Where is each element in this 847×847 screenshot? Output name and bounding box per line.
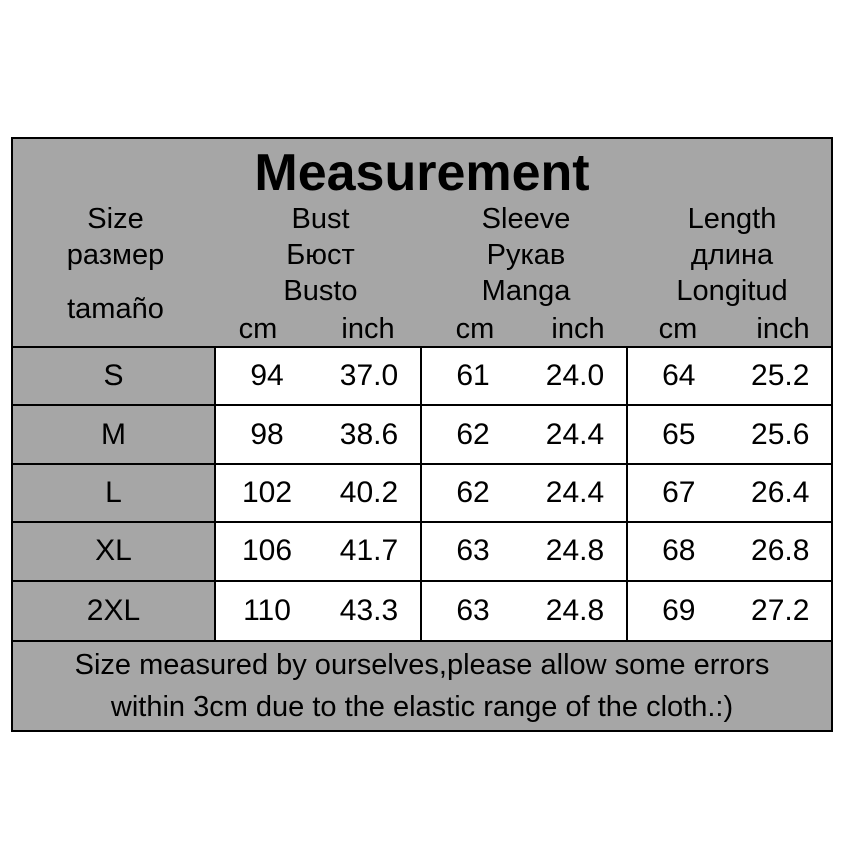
header-length-es: Longitud <box>676 275 788 307</box>
header-sleeve-es: Manga <box>481 275 571 307</box>
sleeve-cm: 63 <box>456 593 490 627</box>
size-table <box>13 346 831 642</box>
unit-sleeve-inch: inch <box>551 313 605 345</box>
length-cm: 64 <box>662 359 696 393</box>
sleeve-inch: 24.0 <box>545 359 605 393</box>
header-size <box>13 201 218 327</box>
table-row-size: S <box>13 348 216 406</box>
header-sleeve <box>423 201 629 309</box>
unit-bust-inch: inch <box>341 313 395 345</box>
header-length-en: Length <box>687 203 777 235</box>
bust-inch: 41.7 <box>339 534 399 568</box>
length-cell <box>628 523 831 581</box>
header-bust <box>218 201 423 309</box>
header-bust-es: Busto <box>283 275 358 307</box>
bust-cm: 110 <box>243 593 291 627</box>
sleeve-cm: 62 <box>456 417 490 451</box>
bust-inch: 43.3 <box>339 593 399 627</box>
bust-cm: 98 <box>250 417 284 451</box>
sleeve-inch: 24.4 <box>545 417 605 451</box>
note-line-2: within 3cm due to the elastic range of the cloth.:) <box>110 691 734 723</box>
table-row-size: M <box>13 406 216 464</box>
bust-cm: 106 <box>241 534 293 568</box>
table-row-size: XL <box>13 523 216 581</box>
size-chart <box>11 137 833 732</box>
unit-length-cm: cm <box>658 313 698 345</box>
sleeve-cell <box>422 582 628 640</box>
chart-title: Measurement <box>254 144 590 202</box>
length-cm: 69 <box>662 593 696 627</box>
header-length-ru: длина <box>690 239 774 271</box>
bust-cm: 102 <box>241 475 293 509</box>
length-cm: 65 <box>662 417 696 451</box>
header-sleeve-en: Sleeve <box>481 203 571 235</box>
unit-sleeve-cm: cm <box>455 313 495 345</box>
sleeve-cell <box>422 523 628 581</box>
sleeve-cm: 62 <box>456 475 490 509</box>
sleeve-cell <box>422 406 628 464</box>
length-cell <box>628 465 831 523</box>
sleeve-inch: 24.8 <box>545 534 605 568</box>
header-size-en: Size <box>87 203 144 235</box>
length-inch: 25.6 <box>751 417 810 451</box>
length-inch: 25.2 <box>751 359 810 393</box>
length-cm: 68 <box>662 534 696 568</box>
table-row-size: 2XL <box>13 582 216 640</box>
sleeve-cm: 61 <box>456 359 490 393</box>
header-size-es: tamaño <box>67 293 164 325</box>
bust-cell <box>216 406 422 464</box>
header-bust-en: Bust <box>291 203 350 235</box>
length-inch: 26.4 <box>751 475 810 509</box>
sleeve-inch: 24.4 <box>545 475 605 509</box>
length-inch: 27.2 <box>751 593 810 627</box>
bust-cell <box>216 523 422 581</box>
length-cell <box>628 582 831 640</box>
bust-cm: 94 <box>250 359 284 393</box>
sleeve-cell <box>422 348 628 406</box>
sleeve-cm: 63 <box>456 534 490 568</box>
bust-cell <box>216 348 422 406</box>
length-cell <box>628 348 831 406</box>
sleeve-cell <box>422 465 628 523</box>
bust-inch: 40.2 <box>339 475 399 509</box>
header-bust-ru: Бюст <box>286 239 355 271</box>
note-line-1: Size measured by ourselves,please allow some errors <box>74 649 770 681</box>
bust-inch: 37.0 <box>339 359 399 393</box>
bust-inch: 38.6 <box>339 417 399 451</box>
bust-cell <box>216 582 422 640</box>
length-inch: 26.8 <box>751 534 810 568</box>
unit-bust-cm: cm <box>238 313 278 345</box>
header-sleeve-ru: Рукав <box>486 239 566 271</box>
measurement-note <box>13 644 831 728</box>
sleeve-inch: 24.8 <box>545 593 605 627</box>
bust-cell <box>216 465 422 523</box>
length-cell <box>628 406 831 464</box>
length-cm: 67 <box>662 475 696 509</box>
unit-length-inch: inch <box>756 313 810 345</box>
table-row-size: L <box>13 465 216 523</box>
header-length <box>629 201 835 309</box>
header-size-ru: размер <box>66 239 165 271</box>
